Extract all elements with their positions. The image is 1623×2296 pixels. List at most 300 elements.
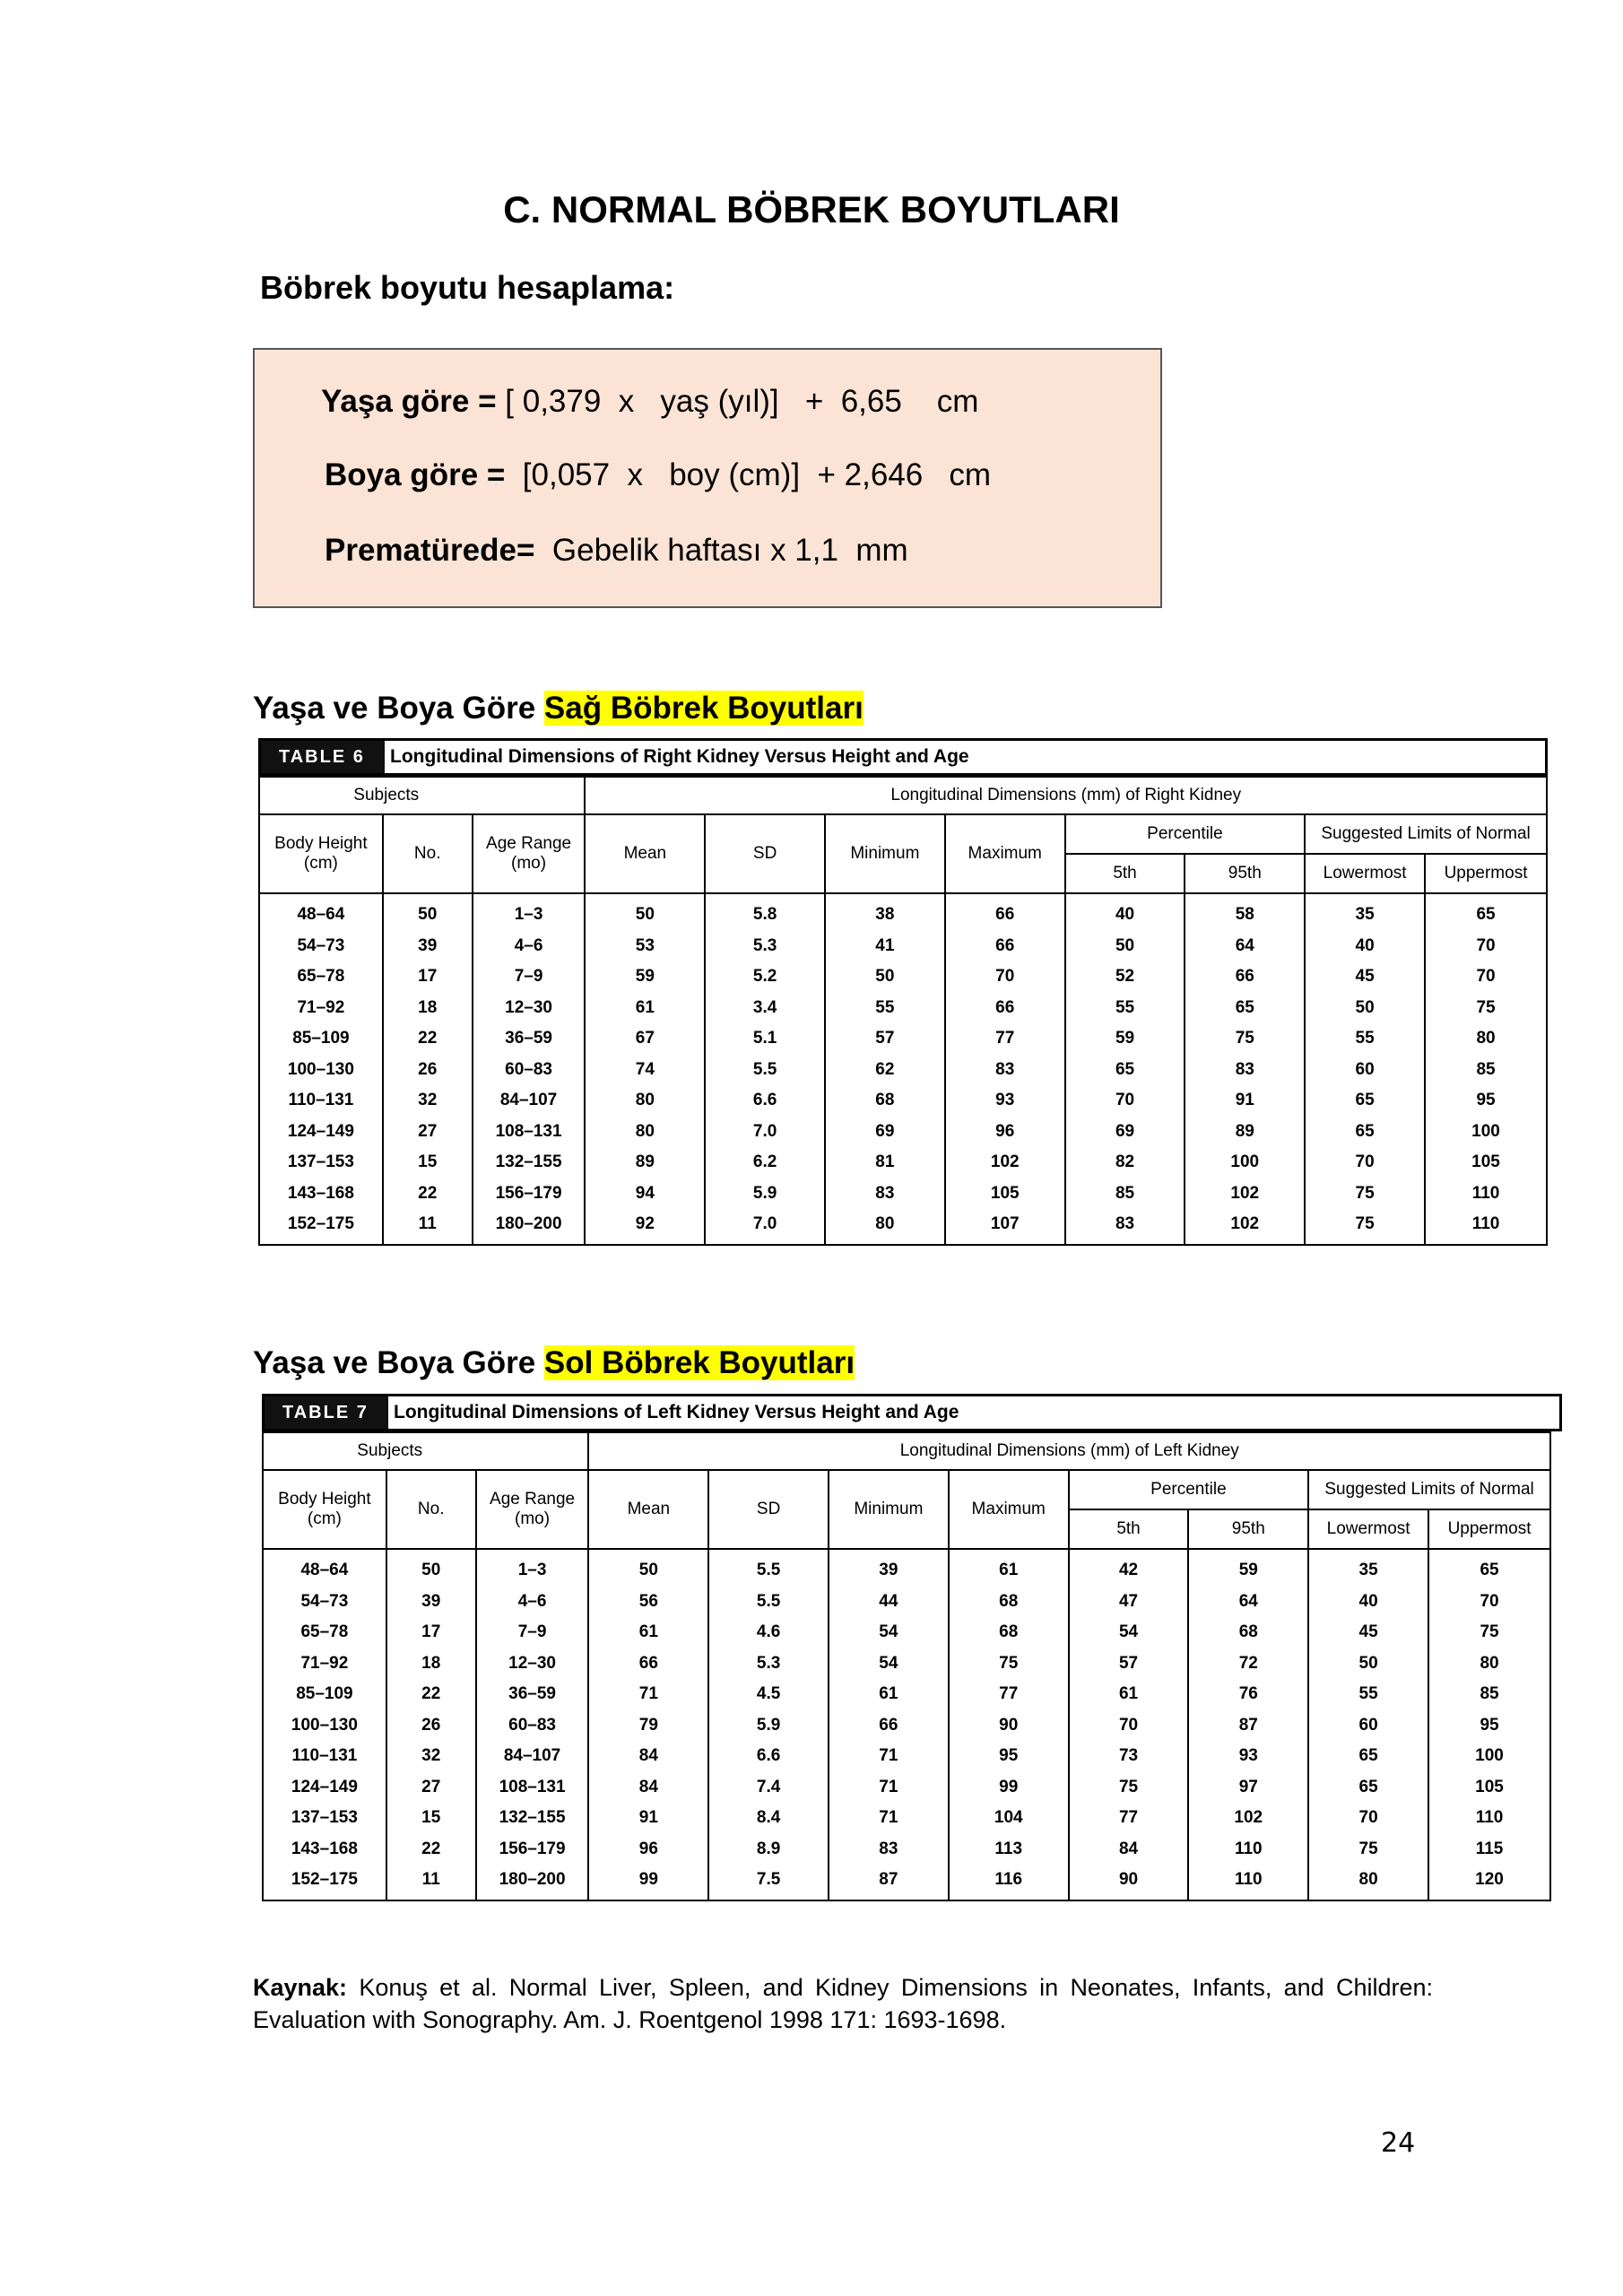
table-cell: 110 bbox=[1425, 1178, 1547, 1210]
maximum-header: Maximum bbox=[949, 1470, 1069, 1549]
table-cell: 120 bbox=[1428, 1865, 1550, 1900]
uppermost-header: Uppermost bbox=[1425, 854, 1547, 893]
table-cell: 156–179 bbox=[473, 1178, 586, 1210]
body-height-header: Body Height (cm) bbox=[263, 1470, 386, 1549]
table-cell: 89 bbox=[585, 1147, 705, 1178]
no-header: No. bbox=[386, 1470, 476, 1549]
table-cell: 70 bbox=[1065, 1085, 1185, 1117]
table-cell: 65 bbox=[1425, 893, 1547, 931]
table-cell: 50 bbox=[585, 893, 705, 931]
table-cell: 27 bbox=[386, 1772, 476, 1804]
page-title: C. NORMAL BÖBREK BOYUTLARI bbox=[503, 188, 1120, 230]
table-cell: 66 bbox=[829, 1710, 949, 1742]
table-cell: 54 bbox=[1069, 1617, 1189, 1648]
table-cell: 68 bbox=[949, 1587, 1069, 1618]
table-cell: 60–83 bbox=[473, 1055, 586, 1086]
table-cell: 96 bbox=[945, 1117, 1065, 1148]
table-cell: 66 bbox=[945, 931, 1065, 962]
data-table bbox=[262, 1431, 1551, 1901]
table-cell: 5.5 bbox=[705, 1055, 825, 1086]
table-row bbox=[259, 893, 1547, 931]
table-row bbox=[259, 1023, 1547, 1055]
table-caption: Longitudinal Dimensions of Right Kidney Versus Height and Age bbox=[390, 746, 969, 767]
table-cell: 39 bbox=[383, 931, 473, 962]
body-height-header: Body Height (cm) bbox=[259, 814, 383, 893]
table-cell: 81 bbox=[825, 1147, 945, 1178]
table-cell: 48–64 bbox=[263, 1549, 386, 1587]
table-cell: 107 bbox=[945, 1209, 1065, 1245]
table-cell: 70 bbox=[945, 961, 1065, 993]
table-row bbox=[259, 1209, 1547, 1245]
table-cell: 64 bbox=[1188, 1587, 1308, 1618]
table-cell: 79 bbox=[588, 1710, 708, 1742]
table-cell: 17 bbox=[386, 1617, 476, 1648]
table-cell: 70 bbox=[1428, 1587, 1550, 1618]
table-cell: 5.3 bbox=[705, 931, 825, 962]
table-cell: 93 bbox=[1188, 1741, 1308, 1772]
table-cell: 108–131 bbox=[476, 1772, 589, 1804]
table-cell: 61 bbox=[829, 1679, 949, 1710]
table-cell: 100–130 bbox=[259, 1055, 383, 1086]
table-cell: 113 bbox=[949, 1834, 1069, 1866]
table-cell: 84 bbox=[588, 1741, 708, 1772]
table-cell: 56 bbox=[588, 1587, 708, 1618]
table-cell: 40 bbox=[1308, 1587, 1428, 1618]
formula-premature bbox=[325, 533, 908, 569]
table-cell: 42 bbox=[1069, 1549, 1189, 1587]
table-cell: 55 bbox=[1308, 1679, 1428, 1710]
table-cell: 8.4 bbox=[708, 1803, 829, 1834]
table-cell: 1–3 bbox=[473, 893, 586, 931]
table-row bbox=[263, 1834, 1550, 1866]
suggested-limits-header: Suggested Limits of Normal bbox=[1308, 1470, 1550, 1509]
table-row bbox=[263, 1549, 1550, 1587]
p95-header: 95th bbox=[1185, 854, 1305, 893]
table-cell: 89 bbox=[1185, 1117, 1305, 1148]
formula-box bbox=[253, 348, 1162, 608]
table-cell: 95 bbox=[1425, 1085, 1547, 1117]
table-cell: 60 bbox=[1308, 1710, 1428, 1742]
table-cell: 68 bbox=[949, 1617, 1069, 1648]
table-cell: 77 bbox=[945, 1023, 1065, 1055]
table-cell: 61 bbox=[585, 993, 705, 1024]
table-cell: 65 bbox=[1305, 1085, 1425, 1117]
table-cell: 71 bbox=[829, 1741, 949, 1772]
table-cell: 12–30 bbox=[473, 993, 586, 1024]
table-cell: 102 bbox=[1185, 1178, 1305, 1210]
table-cell: 50 bbox=[383, 893, 473, 931]
table-cell: 50 bbox=[386, 1549, 476, 1587]
formula-label: Boya göre = bbox=[325, 457, 506, 492]
table-row bbox=[259, 1178, 1547, 1210]
table-cell: 41 bbox=[825, 931, 945, 962]
table-cell: 110 bbox=[1428, 1803, 1550, 1834]
table-cell: 91 bbox=[588, 1803, 708, 1834]
table-cell: 54–73 bbox=[263, 1587, 386, 1618]
age-range-header: Age Range (mo) bbox=[476, 1470, 589, 1549]
table-row bbox=[263, 1648, 1550, 1680]
table-cell: 105 bbox=[945, 1178, 1065, 1210]
table-cell: 80 bbox=[585, 1117, 705, 1148]
table-cell: 55 bbox=[1065, 993, 1185, 1024]
table-cell: 105 bbox=[1428, 1772, 1550, 1804]
table-row bbox=[263, 1865, 1550, 1900]
lowermost-header: Lowermost bbox=[1305, 854, 1425, 893]
table-cell: 66 bbox=[945, 893, 1065, 931]
table-row bbox=[259, 931, 1547, 962]
table-cell: 152–175 bbox=[259, 1209, 383, 1245]
table-cell: 71 bbox=[829, 1772, 949, 1804]
table-row bbox=[263, 1587, 1550, 1618]
table-cell: 65 bbox=[1428, 1549, 1550, 1587]
table-cell: 100 bbox=[1185, 1147, 1305, 1178]
table-cell: 18 bbox=[383, 993, 473, 1024]
table-cell: 71–92 bbox=[263, 1648, 386, 1680]
table-cell: 70 bbox=[1425, 931, 1547, 962]
table-cell: 77 bbox=[1069, 1803, 1189, 1834]
table-cell: 59 bbox=[1188, 1549, 1308, 1587]
minimum-header: Minimum bbox=[825, 814, 945, 893]
table-cell: 50 bbox=[825, 961, 945, 993]
table-cell: 55 bbox=[825, 993, 945, 1024]
table-caption-bar bbox=[258, 738, 1548, 776]
table-cell: 18 bbox=[386, 1648, 476, 1680]
table-cell: 61 bbox=[1069, 1679, 1189, 1710]
table-cell: 36–59 bbox=[473, 1023, 586, 1055]
formula-sep bbox=[534, 533, 551, 568]
table-cell: 62 bbox=[825, 1055, 945, 1086]
source-citation bbox=[253, 1971, 1433, 2036]
table-cell: 54 bbox=[829, 1617, 949, 1648]
table-cell: 68 bbox=[1188, 1617, 1308, 1648]
table-cell: 95 bbox=[1428, 1710, 1550, 1742]
table-cell: 91 bbox=[1185, 1085, 1305, 1117]
table-tag: TABLE 7 bbox=[265, 1396, 388, 1429]
table-cell: 7.0 bbox=[705, 1117, 825, 1148]
table-cell: 48–64 bbox=[259, 893, 383, 931]
table-cell: 7.4 bbox=[708, 1772, 829, 1804]
table-cell: 55 bbox=[1305, 1023, 1425, 1055]
table-cell: 59 bbox=[585, 961, 705, 993]
table-cell: 85–109 bbox=[263, 1679, 386, 1710]
table-cell: 74 bbox=[585, 1055, 705, 1086]
table-cell: 1–3 bbox=[476, 1549, 589, 1587]
formula-expr: Gebelik haftası x 1,1 mm bbox=[551, 533, 908, 568]
table-cell: 92 bbox=[585, 1209, 705, 1245]
heading-prefix: Yaşa ve Boya Göre bbox=[253, 691, 544, 726]
table-cell: 58 bbox=[1185, 893, 1305, 931]
table-cell: 116 bbox=[949, 1865, 1069, 1900]
table-cell: 93 bbox=[945, 1085, 1065, 1117]
table-cell: 35 bbox=[1305, 893, 1425, 931]
table-cell: 87 bbox=[829, 1865, 949, 1900]
table-cell: 59 bbox=[1065, 1023, 1185, 1055]
dimensions-header: Longitudinal Dimensions (mm) of Left Kidney bbox=[588, 1432, 1550, 1470]
table-row bbox=[263, 1803, 1550, 1834]
p95-header: 95th bbox=[1188, 1509, 1308, 1549]
table-cell: 94 bbox=[585, 1178, 705, 1210]
table-cell: 4–6 bbox=[476, 1587, 589, 1618]
table-cell: 102 bbox=[1185, 1209, 1305, 1245]
table-cell: 99 bbox=[949, 1772, 1069, 1804]
table-cell: 65 bbox=[1185, 993, 1305, 1024]
table-cell: 65–78 bbox=[263, 1617, 386, 1648]
formula-expr: [ 0,379 x yaş (yıl)] + 6,65 cm bbox=[505, 384, 979, 419]
p5-header: 5th bbox=[1069, 1509, 1189, 1549]
table-cell: 75 bbox=[1428, 1617, 1550, 1648]
table-cell: 4–6 bbox=[473, 931, 586, 962]
table-cell: 110–131 bbox=[263, 1741, 386, 1772]
table-cell: 105 bbox=[1425, 1147, 1547, 1178]
table-cell: 50 bbox=[1305, 993, 1425, 1024]
table-cell: 90 bbox=[1069, 1865, 1189, 1900]
formula-label: Prematürede= bbox=[325, 533, 535, 568]
table-cell: 66 bbox=[945, 993, 1065, 1024]
table-cell: 5.5 bbox=[708, 1587, 829, 1618]
table-cell: 57 bbox=[1069, 1648, 1189, 1680]
table-cell: 80 bbox=[1308, 1865, 1428, 1900]
table-cell: 71 bbox=[588, 1679, 708, 1710]
table-cell: 75 bbox=[1305, 1178, 1425, 1210]
percentile-header: Percentile bbox=[1065, 814, 1306, 854]
table-cell: 110 bbox=[1425, 1209, 1547, 1245]
left-kidney-heading bbox=[253, 1345, 855, 1381]
table-row bbox=[263, 1617, 1550, 1648]
table-cell: 45 bbox=[1305, 961, 1425, 993]
table-cell: 17 bbox=[383, 961, 473, 993]
table-cell: 180–200 bbox=[476, 1865, 589, 1900]
table-cell: 70 bbox=[1425, 961, 1547, 993]
table-cell: 137–153 bbox=[259, 1147, 383, 1178]
table-cell: 132–155 bbox=[476, 1803, 589, 1834]
table-cell: 5.1 bbox=[705, 1023, 825, 1055]
table-cell: 70 bbox=[1308, 1803, 1428, 1834]
table-cell: 60–83 bbox=[476, 1710, 589, 1742]
table-cell: 50 bbox=[588, 1549, 708, 1587]
table-cell: 6.6 bbox=[705, 1085, 825, 1117]
heading-highlight: Sol Böbrek Boyutları bbox=[543, 1345, 855, 1380]
table-cell: 12–30 bbox=[476, 1648, 589, 1680]
table-cell: 143–168 bbox=[259, 1178, 383, 1210]
table-cell: 61 bbox=[949, 1549, 1069, 1587]
table-cell: 5.2 bbox=[705, 961, 825, 993]
table-cell: 32 bbox=[386, 1741, 476, 1772]
table-cell: 66 bbox=[1185, 961, 1305, 993]
table-cell: 75 bbox=[1425, 993, 1547, 1024]
dimensions-header: Longitudinal Dimensions (mm) of Right Kidney bbox=[585, 777, 1547, 814]
table-cell: 4.6 bbox=[708, 1617, 829, 1648]
table-cell: 26 bbox=[386, 1710, 476, 1742]
table-cell: 68 bbox=[825, 1085, 945, 1117]
suggested-limits-header: Suggested Limits of Normal bbox=[1305, 814, 1547, 854]
lowermost-header: Lowermost bbox=[1308, 1509, 1428, 1549]
table-cell: 71–92 bbox=[259, 993, 383, 1024]
data-table bbox=[258, 776, 1548, 1246]
table-cell: 5.5 bbox=[708, 1549, 829, 1587]
table-cell: 22 bbox=[386, 1834, 476, 1866]
table-row bbox=[263, 1710, 1550, 1742]
table-cell: 115 bbox=[1428, 1834, 1550, 1866]
subjects-label: Subjects bbox=[353, 786, 420, 804]
table-cell: 64 bbox=[1185, 931, 1305, 962]
table-cell: 36–59 bbox=[476, 1679, 589, 1710]
table-cell: 50 bbox=[1308, 1648, 1428, 1680]
table-cell: 85–109 bbox=[259, 1023, 383, 1055]
table-cell: 75 bbox=[1185, 1023, 1305, 1055]
minimum-header: Minimum bbox=[829, 1470, 949, 1549]
table-cell: 54 bbox=[829, 1648, 949, 1680]
subjects-label: Subjects bbox=[357, 1441, 423, 1460]
table-row bbox=[263, 1741, 1550, 1772]
table-cell: 70 bbox=[1305, 1147, 1425, 1178]
table-cell: 5.3 bbox=[708, 1648, 829, 1680]
table-cell: 15 bbox=[383, 1147, 473, 1178]
table-cell: 27 bbox=[383, 1117, 473, 1148]
formula-age bbox=[321, 384, 978, 420]
table-cell: 22 bbox=[383, 1178, 473, 1210]
table-cell: 84–107 bbox=[473, 1085, 586, 1117]
table-row bbox=[263, 1772, 1550, 1804]
table-cell: 3.4 bbox=[705, 993, 825, 1024]
table-cell: 110 bbox=[1188, 1865, 1308, 1900]
table-cell: 156–179 bbox=[476, 1834, 589, 1866]
section-subtitle: Böbrek boyutu hesaplama: bbox=[260, 269, 675, 306]
table-cell: 66 bbox=[588, 1648, 708, 1680]
table-cell: 84–107 bbox=[476, 1741, 589, 1772]
table-row bbox=[263, 1679, 1550, 1710]
table-cell: 132–155 bbox=[473, 1147, 586, 1178]
table-cell: 39 bbox=[386, 1587, 476, 1618]
source-text: Konuş et al. Normal Liver, Spleen, and Kidney Dimensions in Neonates, Infants, and Children: Evaluation with Sonography. Am. J. Roentgenol 1998 171: 1693-1698. bbox=[253, 1974, 1433, 2033]
table-row bbox=[259, 993, 1547, 1024]
table-cell: 11 bbox=[383, 1209, 473, 1245]
table-cell: 85 bbox=[1425, 1055, 1547, 1086]
table-cell: 47 bbox=[1069, 1587, 1189, 1618]
table-cell: 70 bbox=[1069, 1710, 1189, 1742]
table-cell: 40 bbox=[1305, 931, 1425, 962]
table-cell: 65 bbox=[1065, 1055, 1185, 1086]
table-cell: 5.8 bbox=[705, 893, 825, 931]
sd-header: SD bbox=[708, 1470, 829, 1549]
table-cell: 152–175 bbox=[263, 1865, 386, 1900]
table-cell: 44 bbox=[829, 1587, 949, 1618]
age-range-header: Age Range (mo) bbox=[473, 814, 586, 893]
table-cell: 143–168 bbox=[263, 1834, 386, 1866]
table-cell: 4.5 bbox=[708, 1679, 829, 1710]
table-cell: 35 bbox=[1308, 1549, 1428, 1587]
sd-header: SD bbox=[705, 814, 825, 893]
table-cell: 100–130 bbox=[263, 1710, 386, 1742]
table-cell: 90 bbox=[949, 1710, 1069, 1742]
table-cell: 104 bbox=[949, 1803, 1069, 1834]
table-caption-bar bbox=[262, 1394, 1562, 1431]
maximum-header: Maximum bbox=[945, 814, 1065, 893]
uppermost-header: Uppermost bbox=[1428, 1509, 1550, 1549]
table-cell: 57 bbox=[825, 1023, 945, 1055]
heading-prefix: Yaşa ve Boya Göre bbox=[253, 1345, 544, 1380]
table-cell: 7–9 bbox=[473, 961, 586, 993]
table-cell: 83 bbox=[829, 1834, 949, 1866]
table-cell: 22 bbox=[386, 1679, 476, 1710]
table-cell: 83 bbox=[1065, 1209, 1185, 1245]
table-cell: 69 bbox=[1065, 1117, 1185, 1148]
table-cell: 15 bbox=[386, 1803, 476, 1834]
table-cell: 53 bbox=[585, 931, 705, 962]
formula-sep bbox=[505, 457, 522, 492]
table-cell: 82 bbox=[1065, 1147, 1185, 1178]
table-cell: 77 bbox=[949, 1679, 1069, 1710]
table-cell: 110 bbox=[1188, 1834, 1308, 1866]
table-cell: 80 bbox=[1425, 1023, 1547, 1055]
table-cell: 76 bbox=[1188, 1679, 1308, 1710]
table-cell: 83 bbox=[825, 1178, 945, 1210]
table-cell: 83 bbox=[945, 1055, 1065, 1086]
table-cell: 65 bbox=[1305, 1117, 1425, 1148]
percentile-header: Percentile bbox=[1069, 1470, 1309, 1509]
table-caption: Longitudinal Dimensions of Left Kidney Versus Height and Age bbox=[394, 1402, 959, 1422]
formula-label: Yaşa göre bbox=[321, 384, 470, 419]
table-cell: 87 bbox=[1188, 1710, 1308, 1742]
table-cell: 102 bbox=[945, 1147, 1065, 1178]
table-cell: 102 bbox=[1188, 1803, 1308, 1834]
table-cell: 99 bbox=[588, 1865, 708, 1900]
formula-expr: [0,057 x boy (cm)] + 2,646 cm bbox=[522, 457, 992, 492]
table-cell: 22 bbox=[383, 1023, 473, 1055]
table-cell: 7–9 bbox=[476, 1617, 589, 1648]
source-label: Kaynak: bbox=[253, 1974, 348, 2001]
table-cell: 8.9 bbox=[708, 1834, 829, 1866]
table-cell: 110–131 bbox=[259, 1085, 383, 1117]
table-cell: 67 bbox=[585, 1023, 705, 1055]
heading-highlight: Sağ Böbrek Boyutları bbox=[543, 691, 864, 726]
table-cell: 124–149 bbox=[263, 1772, 386, 1804]
table-cell: 11 bbox=[386, 1865, 476, 1900]
formula-sep: = bbox=[469, 384, 506, 419]
table-cell: 100 bbox=[1428, 1741, 1550, 1772]
table-tag: TABLE 6 bbox=[261, 741, 385, 773]
table-cell: 83 bbox=[1185, 1055, 1305, 1086]
table-cell: 85 bbox=[1428, 1679, 1550, 1710]
subjects-header bbox=[263, 1432, 588, 1470]
table-cell: 72 bbox=[1188, 1648, 1308, 1680]
table-cell: 124–149 bbox=[259, 1117, 383, 1148]
table-row bbox=[259, 1085, 1547, 1117]
table-cell: 65 bbox=[1308, 1741, 1428, 1772]
mean-header: Mean bbox=[585, 814, 705, 893]
table-cell: 84 bbox=[588, 1772, 708, 1804]
page-number: 24 bbox=[1381, 2127, 1416, 2159]
no-header: No. bbox=[383, 814, 473, 893]
table-cell: 5.9 bbox=[705, 1178, 825, 1210]
table-cell: 73 bbox=[1069, 1741, 1189, 1772]
table-cell: 85 bbox=[1065, 1178, 1185, 1210]
table-cell: 45 bbox=[1308, 1617, 1428, 1648]
table-cell: 26 bbox=[383, 1055, 473, 1086]
table-cell: 75 bbox=[949, 1648, 1069, 1680]
table-row bbox=[259, 961, 1547, 993]
table-cell: 69 bbox=[825, 1117, 945, 1148]
table-cell: 84 bbox=[1069, 1834, 1189, 1866]
table-cell: 38 bbox=[825, 893, 945, 931]
table-cell: 5.9 bbox=[708, 1710, 829, 1742]
table-cell: 7.5 bbox=[708, 1865, 829, 1900]
table-cell: 6.6 bbox=[708, 1741, 829, 1772]
table-cell: 80 bbox=[1428, 1648, 1550, 1680]
table-cell: 40 bbox=[1065, 893, 1185, 931]
subjects-header bbox=[259, 777, 585, 814]
table-row bbox=[259, 1147, 1547, 1178]
table-cell: 180–200 bbox=[473, 1209, 586, 1245]
